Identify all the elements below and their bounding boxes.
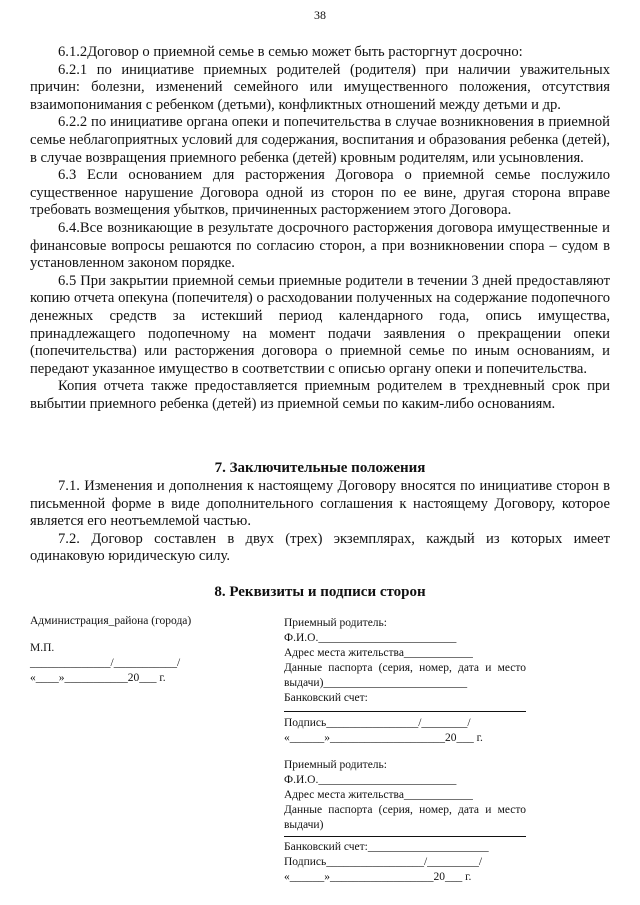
parent1-address: Адрес места жительства____________: [284, 647, 473, 659]
section-7-title: 7. Заключительные положения: [214, 460, 426, 476]
parent2-title: Приемный родитель:: [284, 759, 387, 771]
parent2-divider: [284, 836, 526, 837]
parent2-bank-account: Банковский счет:_____________________: [284, 841, 489, 853]
clause-6-1-2: 6.1.2Договор о приемной семье в семью может быть расторгнут досрочно:: [58, 44, 523, 60]
report-copy-note: Копия отчета также предоставляется приемным родителем в трехдневный срок при выбытии приемного ребенка (детей) из приемной семьи по каким-либо основаниям.: [30, 378, 610, 412]
page-number: 38: [314, 8, 326, 22]
parent1-date-line: «______»____________________20___ г.: [284, 732, 483, 744]
clause-6-4: 6.4.Все возникающие в результате досрочного расторжения договора имущественные и финансовые вопросы решаются по согласию сторон, а при возникновении спора – судом в установленном законом порядке.: [30, 219, 610, 272]
section-8-title: 8. Реквизиты и подписи сторон: [214, 584, 426, 600]
clause-6-3: 6.3 Если основанием для расторжения Договора о приемной семье послужило существенное нарушение Договора одной из сторон по ее вине, другая сторона вправе требовать возмещения убытков, причиненных расторжением этого Договора.: [30, 167, 610, 219]
parent1-bank-account: Банковский счет:: [284, 692, 368, 704]
parent1-divider: [284, 711, 526, 712]
parent1-passport: Данные паспорта (серия, номер, дата и место выдачи)_________________________: [284, 662, 526, 689]
admin-name: Администрация_района (города): [30, 615, 192, 627]
clause-7-1: 7.1. Изменения и дополнения к настоящему Договору вносятся по инициативе сторон в письменной форме в виде дополнительного соглашения к настоящему Договору, которое является его неотъемлемой частью.: [30, 478, 610, 530]
parent2-fio: Ф.И.О.________________________: [284, 774, 457, 786]
admin-signature-line: ______________/___________/: [30, 657, 181, 669]
admin-date-line: «____»___________20___ г.: [30, 672, 166, 684]
clause-6-2-2: 6.2.2 по инициативе органа опеки и попечительства в случае возникновения в приемной семье неблагоприятных условий для содержания, воспитания и образования ребенка (детей), в случае возвращения приемного ребенка (детей) кровным родителям, или усыновления.: [30, 114, 610, 166]
parent2-date-line: «______»__________________20___ г.: [284, 871, 472, 883]
parent1-signature-line: Подпись________________/________/: [284, 717, 471, 729]
section-7-text: [30, 478, 610, 566]
clause-6-5: 6.5 При закрытии приемной семьи приемные родители в течении 3 дней предоставляют копию отчета опекуна (попечителя) о расходовании полученных на содержание подопечного денежных средств за истекший период календарного года, опись имущества, принадлежащего подопечному на момент подачи заявления о прекращении опеки (попечительства) или расторжения договора о приемной семье по иным основаниям, и передают указанное имущество в соответствии с описью органу опеки и попечительства.: [30, 272, 610, 377]
parent2-passport: Данные паспорта (серия, номер, дата и место выдачи): [284, 804, 526, 831]
parent2-signature-line: Подпись_________________/_________/: [284, 856, 483, 868]
seal-label: М.П.: [30, 642, 55, 654]
parent1-fio: Ф.И.О.________________________: [284, 632, 457, 644]
parent2-address: Адрес места жительства____________: [284, 789, 473, 801]
clause-7-2: 7.2. Договор составлен в двух (трех) экземплярах, каждый из которых имеет одинаковую юридическую силу.: [30, 530, 610, 565]
parent1-title: Приемный родитель:: [284, 617, 387, 629]
section-6-text: [30, 44, 610, 413]
clause-6-2-1: 6.2.1 по инициативе приемных родителей (родителя) при наличии уважительных причин: болезни, изменений семейного или имущественного положения, отсутствия взаимопонимания с ребенком (детьми), конфликтных отношений между детьми и др.: [30, 61, 610, 113]
